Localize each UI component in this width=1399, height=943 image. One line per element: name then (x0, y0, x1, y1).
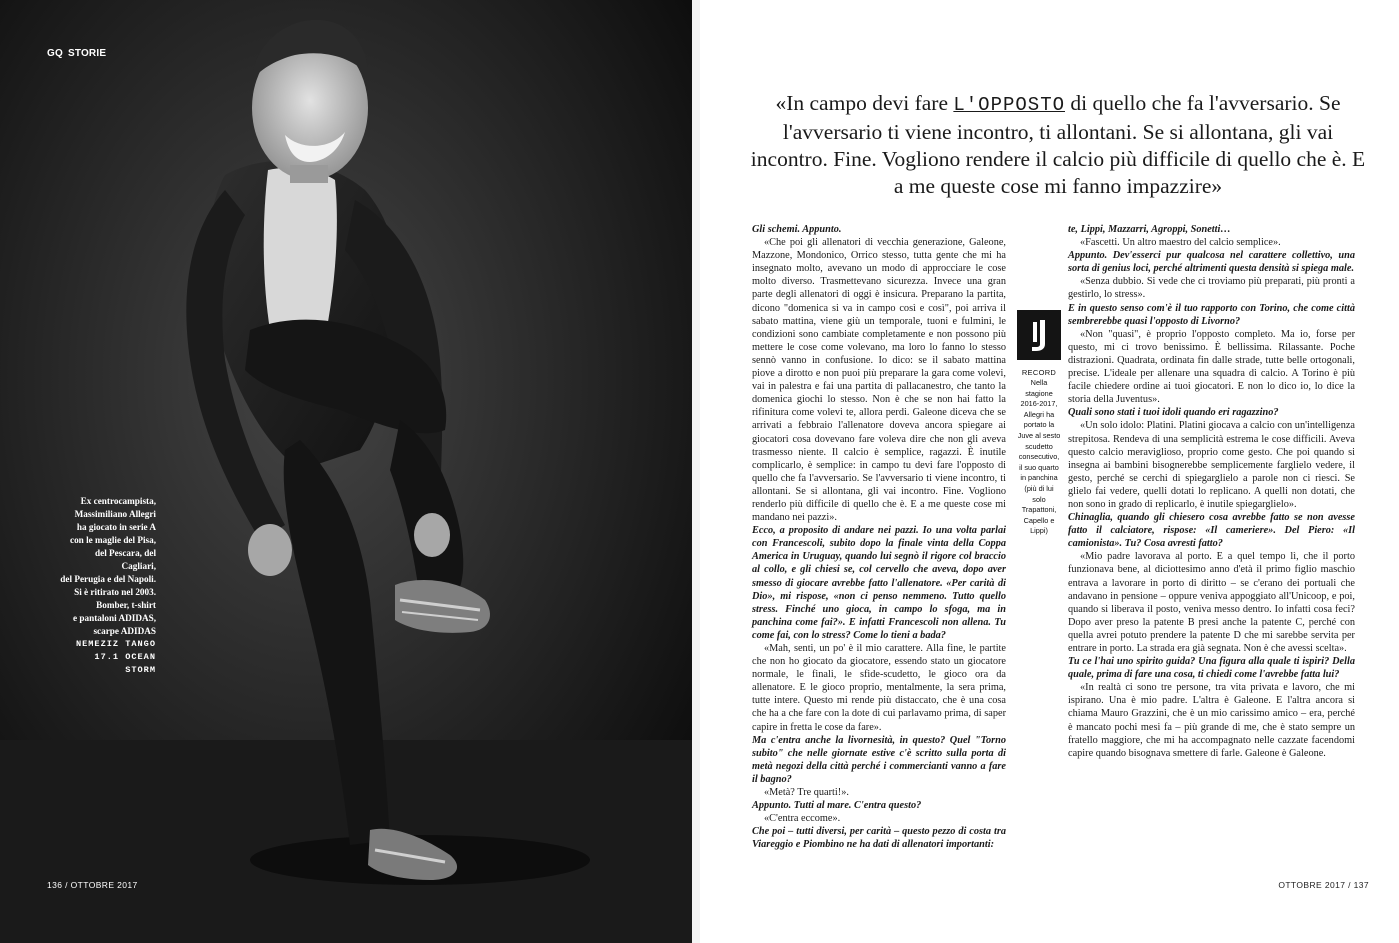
caption-line: 17.1 OCEAN (94, 652, 156, 662)
sidebar-tag: RECORD (1021, 368, 1057, 377)
caption-line: Si è ritirato nel 2003. (74, 587, 156, 597)
interview-answer: «Mio padre lavorava al porto. E a quel tempo lì, che il porto funzionava bene, al diciottesimo anno d'età il primo figlio maschio entrava a lavorare in porto di diritto – se c'erano dei portuali che andavano in pensione – oppure veniva appoggiato all'Unicoop, e poi, quando si liberava il posto, veniva messo dentro. Io infatti cosa feci? Dopo aver preso la patente B presi anche la patente C, perché con quella avrei potuto prendere la patente D che mi sarebbe servita per entrare in porto. La strada era già segnata. Non è che avessi scelta». (1068, 551, 1355, 654)
interview-answer: «C'entra eccome». (764, 813, 841, 825)
interview-answer: «Senza dubbio. Si vede che ci troviamo più preparati, più pronti a gestirlo, lo stress». (1068, 276, 1355, 301)
page-folio-left: 136 / OTTOBRE 2017 (47, 880, 138, 890)
pull-quote (748, 90, 1368, 200)
caption-line: del Pescara, del Cagliari, (95, 548, 156, 571)
gq-logo-icon: GQ (47, 48, 63, 59)
caption-line: NEMEZIZ TANGO (75, 639, 156, 649)
caption-line: Ex centrocampista, (80, 496, 156, 506)
interview-answer: «Che poi gli allenatori di vecchia generazione, Galeone, Mazzone, Mondonico, Orrico stesso, tutta gente che mi ha insegnato molto, avevano un modo di approcciare le cose molto diverso. Trasmettevano sicurezza. Invece una gran parte degli allenatori di oggi è insicura. Preparano la partita, dicono "domenica si va in campo così e così", poi arriva il sabato mattina, viene giù un temporale, tuoni e fulmini, le condizioni sono cambiate completamente e non possono più mettere le cose come volevano, ma loro lo fanno lo stesso sennò vanno in confusione. Io dico: se il sabato mattina piove a dirotto e non puoi più preparare la gara come volevi, vai in palestra e fai una partita di pallacanestro, che tanto la domenica giochi lo stesso. Non è che se non hai fatto la rifinitura come volevi te, allora perdi. Galeone diceva che se arrivati a febbraio l'allenatore doveva ancora spiegare ai giocatori cosa dovevano fare voleva dire che non gli aveva trasmesso niente. Il calcio è semplice, ragazzi. È inutile complicarlo, è semplice: in campo tu devi fare l'opposto di quello che fa l'avversario. Se l'avversario ti viene incontro, ti allontani. Se si allontana, gli vai incontro. Fine. Vogliono renderlo più difficile di quello che è. E a me queste cose mi mandano nei pazzi». (752, 237, 1006, 524)
caption-line: STORM (125, 665, 156, 675)
caption-line: e pantaloni ADIDAS, (73, 613, 156, 623)
interview-answer: «In realtà ci sono tre persone, tra vita privata e lavoro, che mi ispirano. Una è mio padre. L'altra è Galeone. E l'altra ancora si chiama Mauro Grazzini, che è un mio carissimo amico – era, perché è mancato pochi mesi fa – più grande di me, che è stato sempre un fratello maggiore, che mi ha accompagnato nelle cazzate facendomi capire quando bisognava smettere di farle. Galeone è Galeone. (1068, 682, 1355, 759)
sidebar-record (1017, 310, 1061, 537)
interview-question: Appunto. Tutti al mare. C'entra questo? (752, 800, 922, 812)
text-column-1 (752, 223, 1006, 852)
sidebar-text: Nella stagione 2016-2017, Allegri ha portato la Juve al sesto scudetto consecutivo, il suo quarto in panchina (più di lui solo Trapattoni, Capello e Lippi) (1017, 378, 1061, 536)
interview-question: Tu ce l'hai uno spirito guida? Una figura alla quale ti ispiri? Della quale, prima di fare una cosa, ti chiedi come l'avrebbe fatta lui? (1068, 656, 1355, 681)
interview-answer: «Un solo idolo: Platini. Platini giocava a calcio con un'intelligenza strepitosa. Rendeva di una semplicità estrema le cose difficili. Aveva questo calcio meraviglioso, proprio come gesto. Che poi quando si insegna ai bambini bisognerebbe semplicemente farglielo vedere, il gesto, perché se cerchi di spiegarglielo a parole non ci riesci. Se glielo fai vedere, quelli dotati lo replicano. A quelli non dotati, che non sono in grado di replicarlo, è inutile spiegarglielo». (1068, 420, 1355, 510)
pull-quote-start: «In campo devi fare (775, 91, 954, 115)
interview-answer: «Mah, senti, un po' è il mio carattere. Alla fine, le partite che non ho giocato da giocatore, essendo stato un giocatore normale, le finali, le sfide-scudetto, le gioco ora da allenatore. E le gioco proprio, mentalmente, la sera prima, tutte intere. Questo mi rende più distaccato, che è una cosa che ha a che fare con la dote di cui parlavamo prima, di saper capire in fretta le cose da fare». (752, 643, 1006, 733)
interview-question: Ecco, a proposito di andare nei pazzi. Io una volta parlai con Francescoli, subito dopo la finale vinta della Coppa America in Uruguay, quando lui segnò il rigore col braccio al collo, e gli chiesi se, col cervello che aveva, dopo aver smesso di giocare avrebbe fatto l'allenatore. «Per carità di Dio», mi rispose, «non ci penso nemmeno. Tutto quello stress. Finché uno gioca, in campo lo sfoga, ma in panchina come fai?». E infatti Francescoli non allena. Tu come fai, con lo stress? Come lo tieni a bada? (752, 525, 1006, 641)
interview-question: Quali sono stati i tuoi idoli quando eri ragazzino? (1068, 407, 1279, 419)
interview-answer: «Fascetti. Un altro maestro del calcio semplice». (1080, 237, 1281, 249)
caption-line: del Perugia e del Napoli. (60, 574, 156, 584)
section-name: STORIE (67, 48, 107, 59)
caption-line: scarpe ADIDAS (93, 626, 156, 636)
interview-question: Che poi – tutti diversi, per carità – questo pezzo di costa tra Viareggio e Piombino ne ha dati di allenatori importanti: (752, 826, 1006, 851)
page-folio-right: OTTOBRE 2017 / 137 (1278, 880, 1369, 890)
caption-line: ha giocato in serie A (76, 522, 156, 532)
pull-quote-highlight: L'OPPOSTO (953, 94, 1065, 116)
pull-quote-end: di quello che fa l'avversario. Se l'avversario ti viene incontro, ti allontani. Se si allontana, gli vai incontro. Fine. Vogliono rendere il calcio più difficile di quello che è. E a me queste cose mi fanno impazzire» (750, 91, 1366, 198)
juventus-logo-icon (1017, 310, 1061, 360)
caption-line: Bomber, t-shirt (96, 600, 156, 610)
section-label (47, 48, 106, 59)
right-page (700, 0, 1399, 943)
interview-question: Chinaglia, quando gli chiesero cosa avrebbe fatto se non avesse fatto il calciatore, rispose: «Il cameriere». Del Piero: «Il camionista». Tu? Cosa avresti fatto? (1068, 512, 1355, 550)
interview-answer: «Metà? Tre quarti!». (764, 787, 849, 799)
interview-question: E in questo senso com'è il tuo rapporto con Torino, che come città sembrerebbe quasi l'opposto di Livorno? (1068, 302, 1355, 327)
photo-caption (60, 495, 156, 677)
interview-question: Appunto. Dev'esserci pur qualcosa nel carattere collettivo, una sorta di genius loci, perché altrimenti questa densità si spiega male. (1068, 250, 1355, 275)
page-edge (692, 0, 700, 943)
interview-answer: «Non "quasi", è proprio l'opposto completo. Ma io, forse per questo, mi ci trovo benissimo. È bellissima. Rilassante. Poche distrazioni. Quadrata, ordinata fin dalle strade, tutte belle ortogonali, precise. L'ideale per allenare una squadra di calcio. A Torino è più facile chiedere ordine ai tuoi giocatori. E non lo dico io, lo dice la storia della Juventus». (1068, 328, 1355, 406)
text-column-2 (1068, 223, 1355, 760)
portrait-photo (0, 0, 692, 943)
interview-question: te, Lippi, Mazzarri, Agroppi, Sonetti… (1068, 224, 1231, 235)
interview-question: Gli schemi. Appunto. (752, 224, 842, 235)
caption-line: con le maglie del Pisa, (70, 535, 156, 545)
caption-line: Massimiliano Allegri (74, 509, 156, 519)
interview-question: Ma c'entra anche la livornesità, in questo? Quel "Torno subito" che nelle giornate estive c'è scritto sulla porta di metà negozi della città perché i commercianti vanno a fare il bagno? (752, 734, 1006, 785)
